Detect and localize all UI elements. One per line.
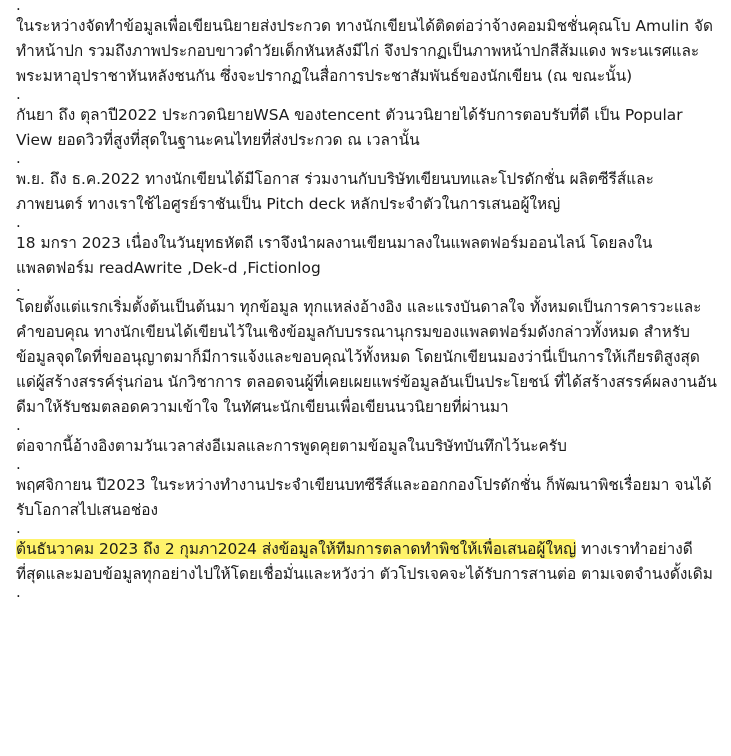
paragraph-continuation: ทางเราทำอย่างดีที่สุดและมอบข้อมูลทุกอย่างไปให้โดยเชื่อมั่นและหวังว่า ตัวโปรเจคจะได้รับการสานต่อ ตามเจตจำนงดั้งเดิม (16, 540, 713, 583)
separator-dot: . (16, 583, 21, 601)
separator-dot: . (16, 213, 21, 231)
paragraph-wsa-contest: กันยา ถึง ตุลาปี2022 ประกวดนิยายWSA ของtencent ตัวนวนิยายได้รับการตอบรับที่ดี เป็น Popular View ยอดวิวที่สูงที่สุดในฐานะคนไทยที่ส่งประกวด ณ เวลานั้น (16, 106, 683, 149)
paragraph-commission: ในระหว่างจัดทำข้อมูลเพื่อเขียนนิยายส่งประกวด ทางนักเขียนได้ติดต่อว่าจ้างคอมมิชชั่นคุณโบ Amulin จัดทำหน้าปก รวมถึงภาพประกอบขาวดำวัยเด็กหันหลังมีไก่ จึงปรากฏเป็นภาพหน้าปกสีส้มแดง พระนเรศและพระมหาอุปราชาหันหลังชนกัน ซึ่งจะปรากฏในสื่อการประชาสัมพันธ์ของนักเขียน (ณ ขณะนั้น) (16, 17, 713, 85)
paragraph-online-platforms: 18 มกรา 2023 เนื่องในวันยุทธหัตถี เราจึงนำผลงานเขียนมาลงในแพลตฟอร์มออนไลน์ โดยลงในแพลตฟอร์ม readAwrite ,Dek-d ,Fictionlog (16, 234, 653, 277)
paragraph-production-company: พ.ย. ถึง ธ.ค.2022 ทางนักเขียนได้มีโอกาส ร่วมงานกับบริษัทเขียนบทและโปรดักชั่น ผลิตซีรีส์และภาพยนตร์ ทางเราใช้ไอศูรย์ราชันเป็น Pitch deck หลักประจำตัวในการเสนอผู้ใหญ่ (16, 170, 654, 213)
separator-dot: . (16, 277, 21, 295)
paragraph-december-2023 (16, 537, 717, 587)
separator-dot: . (16, 416, 21, 434)
separator-dot: . (16, 519, 21, 537)
separator-dot: . (16, 0, 21, 14)
separator-dot: . (16, 455, 21, 473)
paragraph-november-2023: พฤศจิกายน ปี2023 ในระหว่างทำงานประจำเขียนบทซีรีส์และออกกองโปรดักชั่น ก็พัฒนาพิชเรื่อยมา จนได้รับโอกาสไปเสนอช่อง (16, 476, 712, 519)
paragraph-acknowledgements: โดยตั้งแต่แรกเริ่มตั้งต้นเป็นต้นมา ทุกข้อมูล ทุกแหล่งอ้างอิง และแรงบันดาลใจ ทั้งหมดเป็นการคารวะและคำขอบคุณ ทางนักเขียนได้เขียนไว้ในเชิงข้อมูลกับบรรณานุกรมของแพลตฟอร์มดังกล่าวทั้งหมด สำหรับข้อมูลจุดใดที่ขออนุญาตมาก็มีการแจ้งและขอบคุณไว้ทั้งหมด โดยนักเขียนมองว่านี่เป็นการให้เกียรติสูงสุดแด่ผู้สร้างสรรค์รุ่นก่อน นักวิชาการ ตลอดจนผู้ที่เคยเผยแพร่ข้อมูลอันเป็นประโยชน์ ที่ได้สร้างสรรค์ผลงานอันดีมาให้รับชมตลอดความเข้าใจ ในทัศนะนักเขียนเพื่อเขียนนวนิยายที่ผ่านมา (16, 298, 717, 416)
separator-dot: . (16, 85, 21, 103)
paragraph-references-note: ต่อจากนี้อ้างอิงตามวันเวลาส่งอีเมลและการพูดคุยตามข้อมูลในบริษัทบันทึกไว้นะครับ (16, 437, 567, 455)
highlighted-text: ต้นธันวาคม 2023 ถึง 2 กุมภา2024 ส่งข้อมูลให้ทีมการตลาดทำพิชให้เพื่อเสนอผู้ใหญ่ (16, 540, 577, 558)
separator-dot: . (16, 149, 21, 167)
